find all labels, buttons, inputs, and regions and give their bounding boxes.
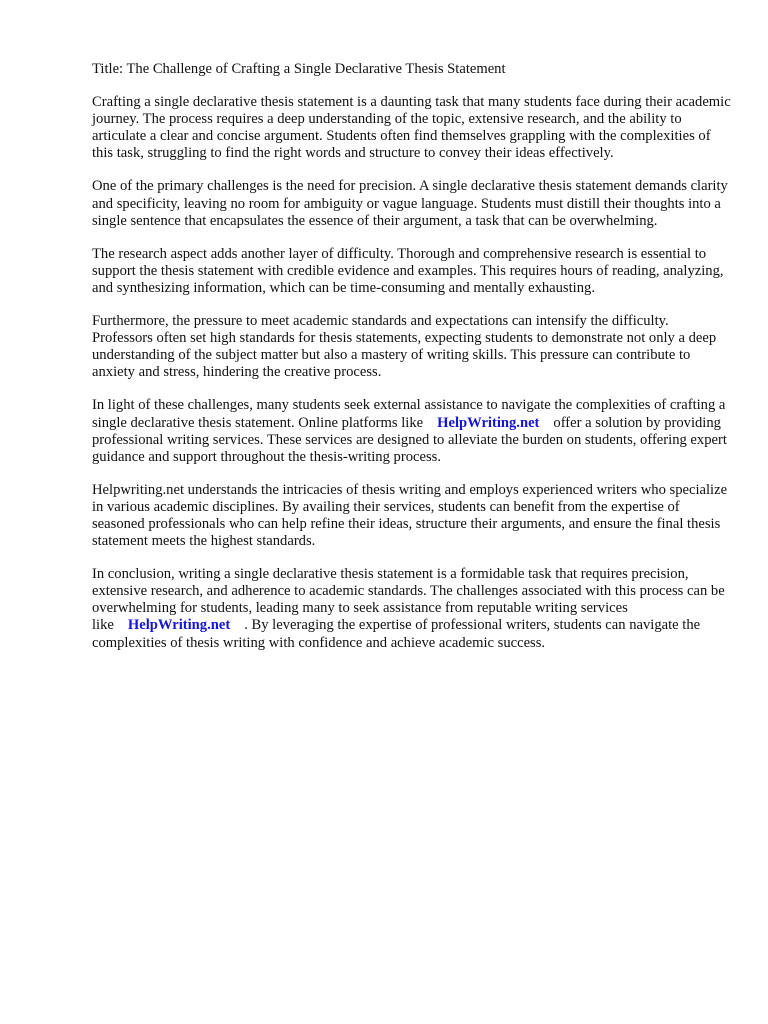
helpwriting-link-conclusion[interactable]: HelpWriting.net bbox=[127, 617, 231, 634]
paragraph-7 bbox=[92, 566, 732, 651]
paragraph-5-text-after: offer a solution by providing professional writing services. These services are designed to alleviate the burden on students, offering expert guidance and support throughout the thesis-writing process. bbox=[92, 414, 727, 465]
paragraph-1: Crafting a single declarative thesis statement is a daunting task that many students face during their academic journey. The process requires a deep understanding of the topic, extensive research, and the ability to articulate a clear and concise argument. Students often find themselves grappling with the complexities of this task, struggling to find the right words and structure to convey their ideas effectively. bbox=[92, 94, 731, 162]
paragraph-7-text-after: . By leveraging the expertise of professional writers, students can navigate the complexities of thesis writing with confidence and achieve academic success. bbox=[92, 617, 701, 651]
paragraph-2: One of the primary challenges is the need for precision. A single declarative thesis statement demands clarity and specificity, leaving no room for ambiguity or vague language. Students must distill their thoughts into a single sentence that encapsulates the essence of their argument, a task that can be overwhelming. bbox=[92, 178, 728, 229]
document-title: Title: The Challenge of Crafting a Single Declarative Thesis Statement bbox=[92, 61, 506, 77]
paragraph-7-text-before: In conclusion, writing a single declarative thesis statement is a formidable task that requires precision, extensive research, and adherence to academic standards. The challenges associated with this process can be overwhelming for students, leading many to seek assistance from reputable writing services like bbox=[92, 566, 725, 634]
document-body bbox=[92, 61, 732, 668]
paragraph-6: Helpwriting.net understands the intricacies of thesis writing and employs experienced writers who specialize in various academic disciplines. By availing their services, students can benefit from the expertise of seasoned professionals who can help refine their ideas, structure their arguments, and ensure the final thesis statement meets the highest standards. bbox=[92, 481, 728, 550]
paragraph-3: The research aspect adds another layer of difficulty. Thorough and comprehensive research is essential to support the thesis statement with credible evidence and examples. This requires hours of reading, analyzing, and synthesizing information, which can be time-consuming and mentally exhausting. bbox=[92, 245, 724, 296]
paragraph-4: Furthermore, the pressure to meet academic standards and expectations can intensify the difficulty. Professors often set high standards for thesis statements, expecting students to demonstrate not only a deep understanding of the subject matter but also a mastery of writing skills. This pressure can contribute to anxiety and stress, hindering the creative process. bbox=[92, 313, 717, 381]
helpwriting-link[interactable]: HelpWriting.net bbox=[437, 414, 540, 431]
paragraph-5 bbox=[92, 397, 732, 465]
paragraph-5-text-before: In light of these challenges, many students seek external assistance to navigate the complexities of crafting a single declarative thesis statement. Online platforms like bbox=[92, 397, 726, 431]
